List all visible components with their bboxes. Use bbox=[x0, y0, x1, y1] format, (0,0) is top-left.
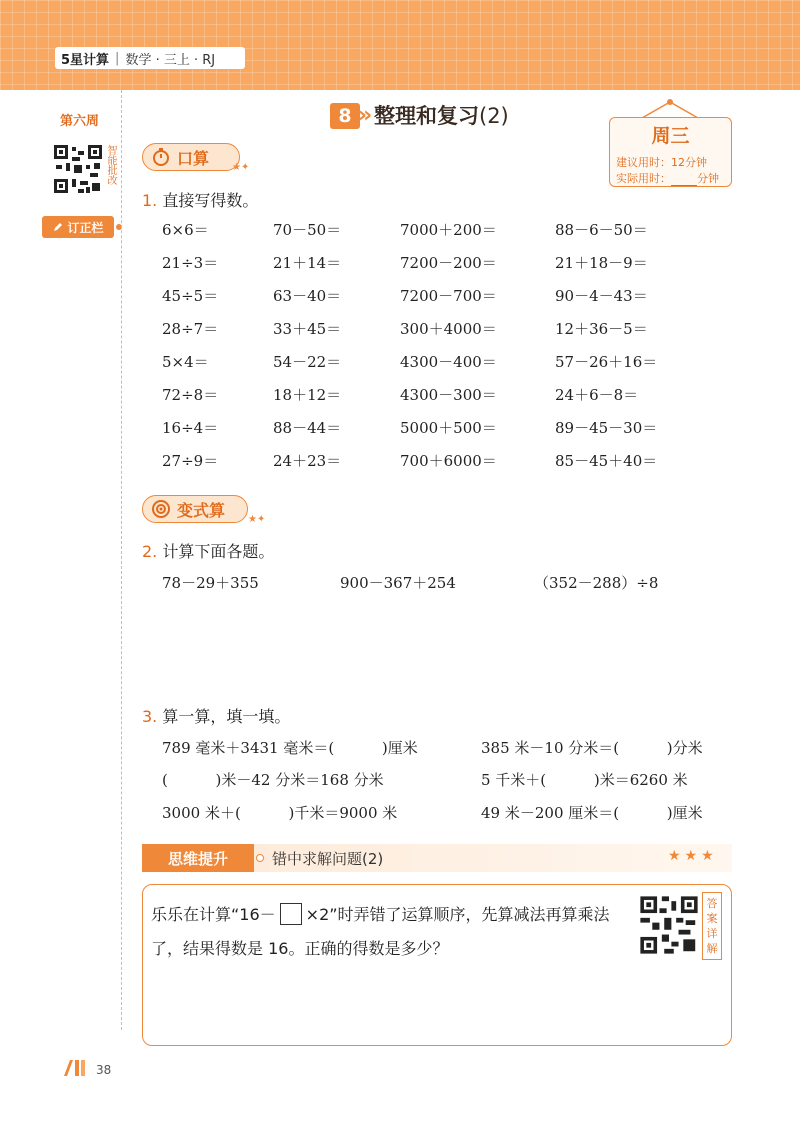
calc-item: 88－6－50＝ bbox=[555, 221, 648, 239]
books-icon bbox=[62, 1058, 92, 1078]
question-2-number: 2. bbox=[142, 542, 158, 561]
problem-text-part1: 乐乐在计算“16－ bbox=[151, 905, 276, 924]
binding-line bbox=[121, 90, 122, 1030]
pencil-icon bbox=[52, 221, 64, 233]
calc-item: 4300－300＝ bbox=[400, 386, 497, 404]
calc-item: 7000＋200＝ bbox=[400, 221, 497, 239]
section-tag-thinking: 思维提升 bbox=[142, 844, 254, 872]
subject-label: 数学 · 三上 · RJ bbox=[125, 52, 216, 68]
lesson-title-text: 整理和复习 bbox=[374, 104, 479, 128]
calc-item: 21＋14＝ bbox=[273, 254, 342, 272]
calc-item: 21＋18－9＝ bbox=[555, 254, 648, 272]
qr-caption: 智能批改 bbox=[105, 145, 116, 185]
actual-time-unit: 分钟 bbox=[697, 172, 719, 185]
book-tag bbox=[55, 47, 245, 69]
target-icon bbox=[151, 499, 171, 519]
problem-text-part2: ×2”时弄错了运算顺序，先算减法再算乘法了，结果得数是 16。正确的得数是多少？ bbox=[151, 905, 610, 958]
header-band bbox=[0, 0, 800, 90]
section-tag-oral bbox=[142, 143, 240, 171]
calc-item: 12＋36－5＝ bbox=[555, 320, 648, 338]
lesson-number: 8 bbox=[330, 103, 360, 129]
calc-item: 72÷8＝ bbox=[162, 386, 219, 404]
correction-label: 订正栏 bbox=[67, 220, 104, 235]
section-oral-label: 口算 bbox=[177, 148, 210, 168]
question-1-number: 1. bbox=[142, 191, 158, 210]
calc-item: 89－45－30＝ bbox=[555, 419, 658, 437]
calc-item: 33＋45＝ bbox=[273, 320, 342, 338]
brand-label: 5星计算 bbox=[61, 52, 110, 68]
calc-item: 90－4－43＝ bbox=[555, 287, 648, 305]
qr-code-icon[interactable] bbox=[638, 894, 700, 956]
fill-blank-item[interactable]: 49 米－200 厘米＝( )厘米 bbox=[481, 804, 703, 822]
day-name: 周三 bbox=[651, 125, 690, 147]
calc-item: 16÷4＝ bbox=[162, 419, 219, 437]
problem-text bbox=[151, 898, 636, 966]
expression-item: 900－367＋254 bbox=[340, 574, 456, 592]
calc-item: 70－50＝ bbox=[273, 221, 342, 239]
question-1-text: 直接写得数。 bbox=[162, 191, 259, 210]
question-2-heading bbox=[142, 539, 274, 562]
question-3-number: 3. bbox=[142, 707, 158, 726]
calc-item: 5×4＝ bbox=[162, 353, 209, 371]
expression-item: （352－288）÷8 bbox=[534, 574, 659, 592]
section-tag-variant bbox=[142, 495, 248, 523]
calc-item: 21÷3＝ bbox=[162, 254, 219, 272]
week-label: 第六周 bbox=[60, 114, 100, 129]
calc-item: 5000＋500＝ bbox=[400, 419, 497, 437]
answer-blank-box[interactable] bbox=[280, 903, 302, 925]
divider: | bbox=[115, 50, 120, 66]
fill-blank-item[interactable]: 385 米－10 分米＝( )分米 bbox=[481, 739, 703, 757]
day-card bbox=[609, 117, 732, 187]
calc-item: 18＋12＝ bbox=[273, 386, 342, 404]
qr-code-icon[interactable] bbox=[52, 143, 104, 195]
question-1-heading bbox=[142, 188, 258, 211]
lesson-title bbox=[374, 103, 509, 129]
fill-blank-item[interactable]: 789 毫米＋3431 毫米＝( )厘米 bbox=[162, 739, 418, 757]
page-number: 38 bbox=[96, 1063, 112, 1077]
actual-time-blank[interactable] bbox=[671, 176, 697, 186]
correction-tag bbox=[42, 216, 114, 238]
calc-item: 6×6＝ bbox=[162, 221, 209, 239]
actual-time bbox=[616, 170, 719, 186]
stopwatch-icon bbox=[151, 147, 171, 167]
question-3-heading bbox=[142, 704, 290, 727]
calc-item: 7200－200＝ bbox=[400, 254, 497, 272]
calc-item: 85－45＋40＝ bbox=[555, 452, 658, 470]
fill-blank-item[interactable]: ( )米－42 分米＝168 分米 bbox=[162, 771, 384, 789]
calc-item: 63－40＝ bbox=[273, 287, 342, 305]
question-3-text: 算一算，填一填。 bbox=[162, 707, 291, 726]
calc-item: 7200－700＝ bbox=[400, 287, 497, 305]
lesson-part: (2) bbox=[479, 104, 509, 128]
connector-dot bbox=[256, 854, 264, 862]
calc-item: 45÷5＝ bbox=[162, 287, 219, 305]
calc-item: 300＋4000＝ bbox=[400, 320, 497, 338]
star-icon: ★✦ bbox=[248, 514, 266, 525]
suggested-time: 建议用时：12分钟 bbox=[616, 156, 707, 169]
calc-item: 27÷9＝ bbox=[162, 452, 219, 470]
calc-item: 4300－400＝ bbox=[400, 353, 497, 371]
calc-item: 24＋6－8＝ bbox=[555, 386, 639, 404]
expression-item: 78－29＋355 bbox=[162, 574, 259, 592]
calc-item: 28÷7＝ bbox=[162, 320, 219, 338]
star-icon: ★✦ bbox=[232, 162, 250, 173]
calc-item: 54－22＝ bbox=[273, 353, 342, 371]
answer-detail-caption: 答案详解 bbox=[702, 892, 722, 960]
chevron-right-icon: » bbox=[358, 103, 373, 128]
calc-item: 24＋23＝ bbox=[273, 452, 342, 470]
calc-item: 88－44＝ bbox=[273, 419, 342, 437]
calc-item: 57－26＋16＝ bbox=[555, 353, 658, 371]
actual-time-label: 实际用时： bbox=[616, 172, 671, 185]
section-variant-label: 变式算 bbox=[177, 500, 226, 520]
question-2-text: 计算下面各题。 bbox=[162, 542, 275, 561]
thinking-subtitle: 错中求解问题(2) bbox=[272, 850, 384, 868]
fill-blank-item[interactable]: 3000 米＋( )千米＝9000 米 bbox=[162, 804, 398, 822]
difficulty-stars: ★★★ bbox=[668, 848, 718, 864]
fill-blank-item[interactable]: 5 千米＋( )米＝6260 米 bbox=[481, 771, 688, 789]
calc-item: 700＋6000＝ bbox=[400, 452, 497, 470]
